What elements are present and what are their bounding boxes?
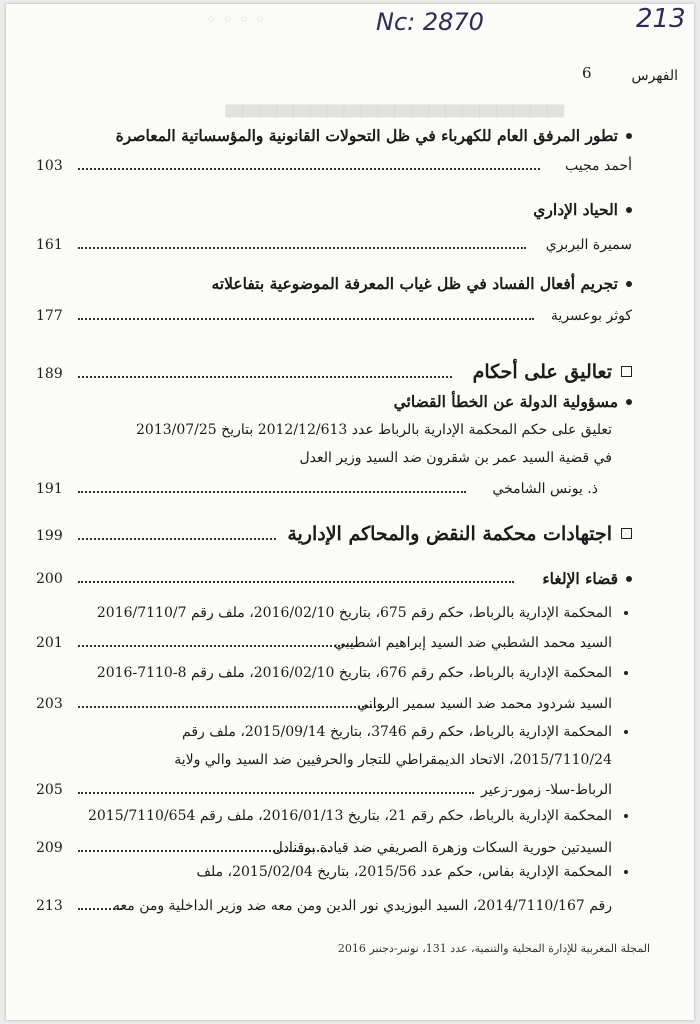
bullet-icon: [626, 133, 632, 139]
case-line: المحكمة الإدارية بالرباط، حكم رقم 21، بتاريخ 2016/01/13، ملف رقم 2015/7110/654: [87, 808, 612, 824]
entry-author: ذ. يونس الشامخي: [492, 481, 598, 497]
case-line: رقم 2014/7110/167، السيد البوزيدي نور الدين ومن معه ضد وزير الداخلية ومن معه: [112, 898, 612, 914]
bullet-icon: [624, 870, 628, 874]
case-line: المحكمة الإدارية بالرباط، حكم رقم 676، بتاريخ 2016/02/10، ملف رقم 8-7110-2016: [96, 665, 612, 681]
page-ref: 209: [36, 840, 63, 856]
entry-author: سميرة البربري: [545, 237, 632, 253]
toc-entry-title: [6, 390, 694, 414]
subsection-title: قضاء الإلغاء: [542, 569, 618, 588]
bullet-icon: [624, 611, 628, 615]
entry-description: [6, 418, 694, 442]
page-ref: 205: [36, 782, 63, 798]
entry-title: تطور المرفق العام للكهرباء في ظل التحولات القانونية والمؤسساتية المعاصرة: [115, 126, 618, 145]
handwritten-reference: Nc: 2870: [376, 8, 484, 36]
section-title: تعاليق على أحكام: [472, 361, 612, 383]
dotted-leader: [78, 581, 514, 583]
case-entry-last-line: [6, 631, 694, 655]
toc-entry-title: [6, 272, 694, 296]
case-line: المحكمة الإدارية بفاس، حكم عدد 2015/56، بتاريخ 2015/02/04، ملف: [196, 864, 612, 880]
page-ref: 201: [36, 635, 63, 651]
section-header: الفهرس: [631, 68, 678, 84]
page-ref: 103: [36, 158, 63, 174]
case-entry-last-line: [6, 894, 694, 918]
case-line: الرباط-سلا- زمور-زعير: [480, 782, 612, 798]
case-entry: [6, 804, 694, 828]
handwritten-page-number: 213: [636, 4, 686, 34]
toc-entry-author-row: [6, 154, 694, 178]
faded-stamp: ◦ ◦ ◦ ◦: [206, 10, 266, 31]
entry-title: الحياد الإداري: [533, 200, 618, 219]
entry-author: كوثر بوعسرية: [550, 308, 632, 324]
entry-title: مسؤولية الدولة عن الخطأ القضائي: [393, 392, 618, 411]
page-ref: 189: [36, 366, 63, 382]
case-line: المحكمة الإدارية بالرباط، حكم رقم 3746، بتاريخ 2015/09/14، ملف رقم: [182, 724, 612, 740]
bullet-icon: [626, 576, 632, 582]
section-title: اجتهادات محكمة النقض والمحاكم الإدارية: [287, 523, 612, 545]
toc-entry-title: [6, 124, 694, 148]
page-ref: 203: [36, 696, 63, 712]
case-line: 2015/7110/24، الاتحاد الديمقراطي للتجار والحرفيين ضد السيد والي ولاية: [174, 752, 612, 768]
page-ref: 200: [36, 571, 63, 587]
checkbox-square-icon: [621, 528, 632, 539]
entry-description-line: تعليق على حكم المحكمة الإدارية بالرباط عدد 2012/12/613 بتاريخ 2013/07/25: [136, 422, 612, 438]
toc-entry-author-row: [6, 477, 694, 501]
entry-author: أحمد مجيب: [565, 158, 632, 174]
toc-entry-author-row: [6, 304, 694, 328]
case-line: المحكمة الإدارية بالرباط، حكم رقم 675، بتاريخ 2016/02/10، ملف رقم 2016/7110/7: [96, 605, 612, 621]
case-line: السيدتين حورية السكات وزهرة الصريفي ضد قيادة بوقنادل: [272, 840, 612, 856]
journal-footer: المجلة المغربية للإدارة المحلية والتنمية، عدد 131، نونبر-دجنبر 2016: [337, 942, 650, 955]
toc-section-heading: [6, 360, 694, 388]
checkbox-square-icon: [621, 366, 632, 377]
toc-entry-title: [6, 198, 694, 222]
case-entry-last-line: [6, 778, 694, 802]
case-entry: [6, 860, 694, 884]
page-ref: 199: [36, 528, 63, 544]
dotted-leader: [78, 318, 534, 320]
entry-title: تجريم أفعال الفساد في ظل غياب المعرفة الموضوعية بتفاعلاته: [211, 274, 618, 293]
case-entry: [6, 661, 694, 685]
case-entry: [6, 720, 694, 744]
bleed-through: ▄▄▄▄▄▄▄▄▄▄▄▄▄▄▄▄▄▄▄▄: [225, 92, 564, 118]
dotted-leader: [78, 247, 526, 249]
entry-description: [6, 446, 694, 470]
dotted-leader: [78, 538, 276, 540]
dotted-leader: [78, 645, 356, 647]
document-page: [6, 4, 694, 1020]
case-line: السيد شردود محمد ضد السيد سمير الرواني: [357, 696, 612, 712]
toc-section-heading: [6, 522, 694, 550]
case-entry: [6, 601, 694, 625]
case-entry: [6, 748, 694, 772]
case-line: السيد محمد الشطبي ضد السيد إبراهيم اشطيبي: [334, 635, 612, 651]
bullet-icon: [626, 207, 632, 213]
page-ref: 177: [36, 308, 63, 324]
bullet-icon: [626, 399, 632, 405]
page-number: 6: [582, 64, 592, 82]
case-entry-last-line: [6, 692, 694, 716]
page-ref: 191: [36, 481, 63, 497]
dotted-leader: [78, 706, 384, 708]
case-entry-last-line: [6, 836, 694, 860]
page-ref: 161: [36, 237, 63, 253]
page-ref: 213: [36, 898, 63, 914]
bullet-icon: [626, 281, 632, 287]
bullet-icon: [624, 814, 628, 818]
toc-subsection: [6, 567, 694, 591]
dotted-leader: [78, 168, 540, 170]
toc-entry-author-row: [6, 233, 694, 257]
bullet-icon: [624, 730, 628, 734]
dotted-leader: [78, 491, 466, 493]
dotted-leader: [78, 792, 474, 794]
dotted-leader: [78, 376, 452, 378]
entry-description-line: في قضية السيد عمر بن شقرون ضد السيد وزير العدل: [299, 450, 612, 466]
bullet-icon: [624, 671, 628, 675]
